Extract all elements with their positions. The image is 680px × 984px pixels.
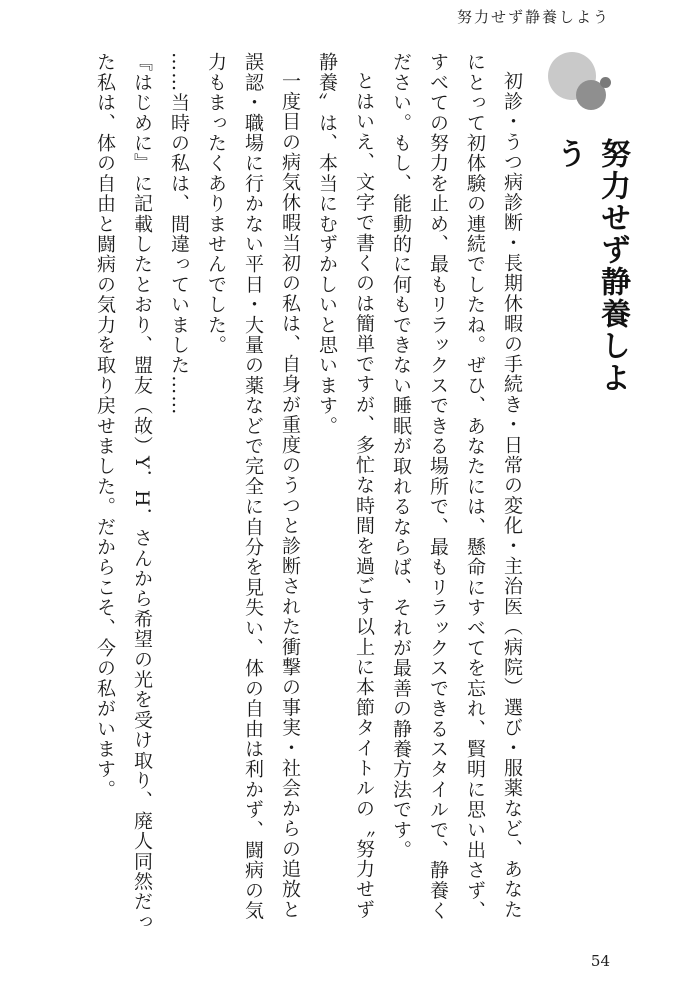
paragraph: とはいえ、文字で書くのは簡単ですが、多忙な時間を過ごす以上に本節タイトルの〝努力せず静養〟は、本当にむずかしいと思います。 xyxy=(316,52,375,920)
running-header: 努力せず静養しよう xyxy=(456,8,610,26)
page-number: 54 xyxy=(590,952,610,970)
decorative-circles xyxy=(548,52,618,122)
paragraph: 『はじめに』に記載したとおり、盟友（故）Y．H．さんから希望の光を受け取り、廃人同然だった私は、体の自由と闘病の気力を取り戻せました。だからこそ、今の私がいます。 xyxy=(94,52,153,932)
paragraph: 初診・うつ病診断・長期休暇の手続き・日常の変化・主治医（病院）選び・服薬など、あなたにとって初体験の連続でしたね。ぜひ、あなたには、懸命にすべてを忘れ、賢明に思い出さず、すべての努力を止め、最もリラックスできる場所で、最もリラックスできるスタイルで、静養ください。もし、能動的に何もできない睡眠が取れるならば、それが最善の静養方法です。 xyxy=(390,52,523,921)
section-title: 努力せず静養しよう xyxy=(551,138,630,394)
paragraph: 一度目の病気休暇当初の私は、自身が重度のうつと診断された衝撃の事実・社会からの追放と誤認・職場に行かない平日・大量の薬などで完全に自分を見失い、体の自由は利かず、闘病の気力もまったくありませんでした。 xyxy=(205,52,301,921)
circle-small xyxy=(600,77,611,88)
paragraph: ……当時の私は、間違っていました…… xyxy=(168,52,190,416)
body-text xyxy=(60,52,530,932)
